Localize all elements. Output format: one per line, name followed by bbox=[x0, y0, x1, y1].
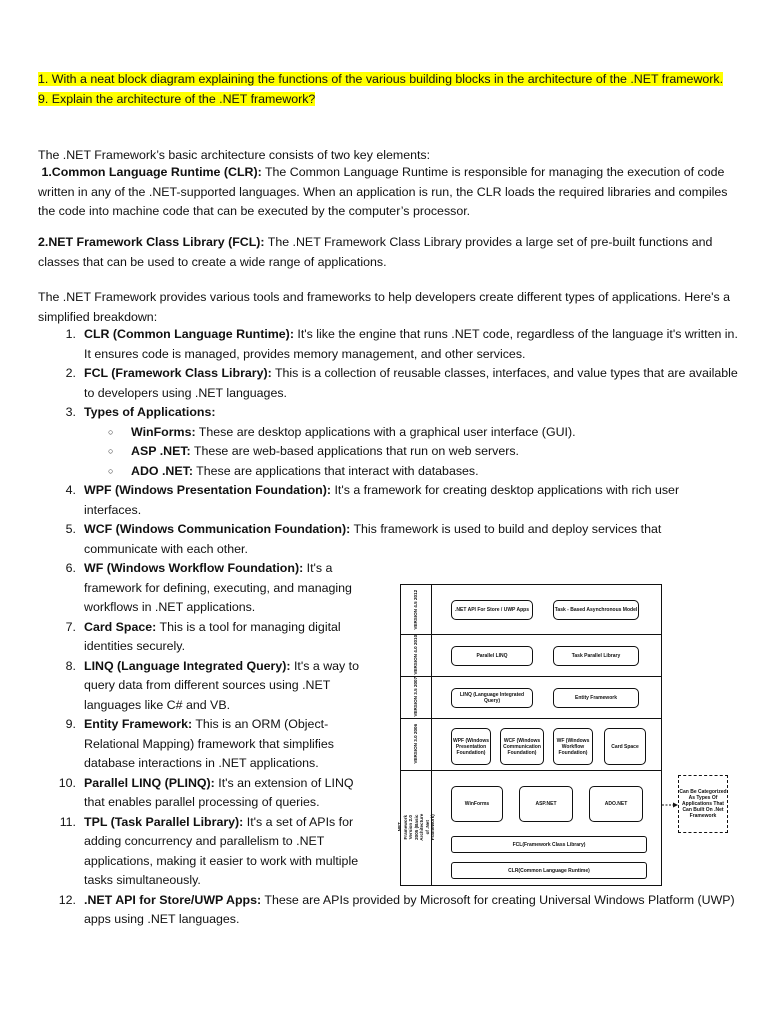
application-types-list bbox=[84, 423, 738, 482]
linq-box: LINQ (Language Integrated Query) bbox=[451, 688, 533, 708]
diagram-row-divider bbox=[401, 770, 661, 771]
list-item: 4. WPF (Windows Presentation Foundation): It's a framework for creating desktop applications with rich user interfaces. bbox=[65, 483, 680, 517]
clr-box: CLR(Common Language Runtime) bbox=[451, 862, 647, 879]
question-9: 9. Explain the architecture of the .NET framework? bbox=[38, 92, 316, 106]
dotnet-architecture-diagram bbox=[396, 584, 662, 886]
clr-text: The Common Language Runtime is responsible for managing the execution of code written in any of the .NET-supported languages. When an application is run, the CLR loads the required libraries and compiles the code into machine code that can be executed by the computer’s processor. bbox=[38, 165, 728, 218]
list-item: 11. TPL (Task Parallel Library): It's a set of APIs for adding concurrency and parallelism to .NET applications, making it easier to work with multiple tasks simultaneously. bbox=[59, 814, 359, 887]
list-item: 5. WCF (Windows Communication Foundation): This framework is used to build and deploy services that communicate with each other. bbox=[65, 522, 662, 556]
fcl-text: The .NET Framework Class Library provides a large set of pre-built functions and classes that can be used to create a wide range of applications. bbox=[38, 235, 713, 269]
entity-framework-box: Entity Framework bbox=[553, 688, 639, 708]
card-space-box: Card Space bbox=[604, 728, 646, 765]
tools-paragraph: The .NET Framework provides various tools and frameworks to help developers create different types of applications. Here's a simplified breakdown: bbox=[38, 290, 730, 324]
sub-list-item: ○ ASP .NET: These are web-based applications that run on web servers. bbox=[108, 444, 519, 458]
question-heading bbox=[38, 69, 738, 109]
diagram-row-divider bbox=[401, 718, 661, 719]
list-item: 10. Parallel LINQ (PLINQ): It's an extension of LINQ that enables parallel processing of queries. bbox=[58, 775, 354, 809]
list-item: 7. Card Space: This is a tool for managing digital identities securely. bbox=[65, 619, 341, 653]
diagram-row-divider bbox=[401, 634, 661, 635]
plinq-box: Parallel LINQ bbox=[451, 646, 533, 666]
list-item: 12. .NET API for Store/UWP Apps: These are APIs provided by Microsoft for creating Universal Windows Platform (UWP) apps using .NET languages. bbox=[58, 892, 735, 926]
task-async-box: Task - Based Asynchronous Model bbox=[553, 600, 639, 620]
list-item: 1. CLR (Common Language Runtime): It's like the engine that runs .NET code, regardless of the language it's written in. It ensures code is managed, provides memory management, and other services. bbox=[65, 327, 738, 361]
fcl-box: FCL(Framework Class Library) bbox=[451, 836, 647, 853]
sub-list-item: ○ WinForms: These are desktop applications with a graphical user interface (GUI). bbox=[108, 424, 576, 439]
right-arrow-icon bbox=[662, 802, 678, 808]
application-types-note: Can Be Categorized As Types Of Applications That Can Built On .Net Framework bbox=[678, 775, 728, 833]
clr-title: 1.Common Language Runtime (CLR): bbox=[41, 165, 262, 179]
fcl-paragraph bbox=[38, 233, 738, 272]
version-label: VERSION 4.5 2012 bbox=[413, 589, 419, 630]
question-1: 1. With a neat block diagram explaining the functions of the various building blocks in the architecture of the .NET framework. bbox=[38, 72, 724, 86]
adonet-box: ADO.NET bbox=[589, 786, 643, 822]
aspnet-box: ASP.NET bbox=[519, 786, 573, 822]
wcf-box: WCF (Windows Communication Foundation) bbox=[500, 728, 544, 765]
list-item: 6. WF (Windows Workflow Foundation): It's a framework for defining, executing, and managing workflows in .NET applications. bbox=[65, 561, 352, 614]
tpl-box: Task Parallel Library bbox=[553, 646, 639, 666]
winforms-box: WinForms bbox=[451, 786, 503, 822]
clr-paragraph bbox=[38, 163, 738, 222]
sub-list-item: ○ ADO .NET: These are applications that interact with databases. bbox=[108, 463, 479, 478]
fcl-title: 2.NET Framework Class Library (FCL): bbox=[38, 235, 265, 249]
list-item: 2. FCL (Framework Class Library): This is a collection of reusable classes, interfaces, and value types that are available to developers using .NET languages. bbox=[65, 366, 738, 400]
version-label: VERSION 3.0 2006 bbox=[413, 724, 419, 764]
version-label: VERSION 3.5 2007 bbox=[413, 677, 419, 717]
list-item: 8. LINQ (Language Integrated Query): It's a way to query data from different sources using .NET languages like C# and VB. bbox=[65, 658, 360, 712]
wf-box: WF (Windows Workflow Foundation) bbox=[553, 728, 593, 765]
wpf-box: WPF (Windows Presentation Foundation) bbox=[451, 728, 491, 765]
diagram-row-divider bbox=[401, 676, 661, 677]
intro-line: The .NET Framework’s basic architecture consists of two key elements: bbox=[38, 148, 431, 162]
version-label: VERSION 4.0 2010 bbox=[413, 635, 419, 675]
list-item: 9. Entity Framework: This is an ORM (Object-Relational Mapping) framework that simplifies database interactions in .NET applications. bbox=[65, 717, 334, 770]
api-store-uwp-box: .NET API For Store / UWP Apps bbox=[451, 600, 533, 620]
list-item: 3. Types of Applications: ○ WinForms: These are desktop applications with a graphical user interface (GUI). ○ ASP .NET: These are web-based applications that run on web servers. ○ ADO .NET: These are applications that interact with databases. bbox=[38, 403, 738, 481]
version-label: .NET Framework Version 2.0 2005 (Basic Architecture of .Net Framework) bbox=[396, 813, 435, 842]
